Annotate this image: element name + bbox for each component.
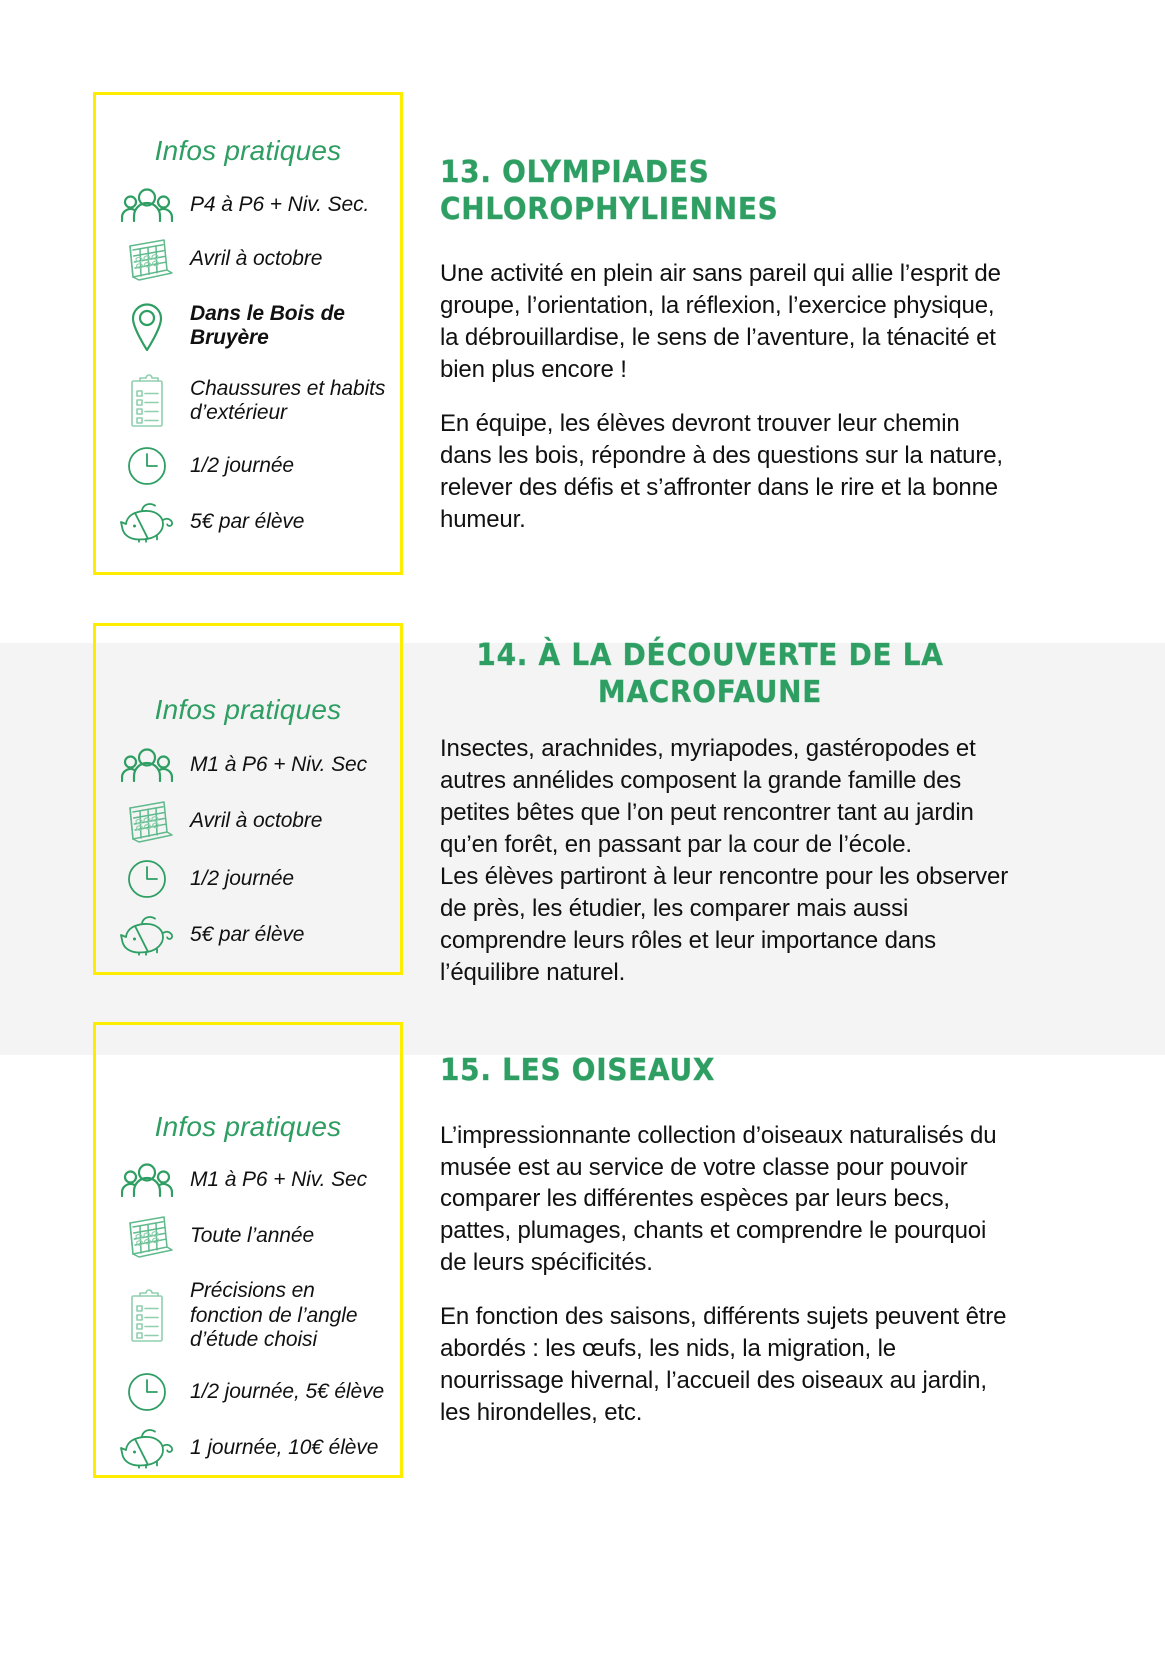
- article-15: [440, 1053, 1012, 1429]
- info-row-duration: [96, 443, 400, 489]
- clock-icon: [118, 1371, 176, 1413]
- info-row-text: Toute l’année: [190, 1223, 315, 1247]
- info-row-text: Avril à octobre: [190, 246, 323, 270]
- calendar-icon: [118, 1213, 176, 1259]
- article-body: [440, 258, 1012, 535]
- info-row-text: Avril à octobre: [190, 808, 323, 832]
- article-body: [440, 733, 1012, 988]
- info-card-title: Infos pratiques: [154, 694, 342, 725]
- info-row-audience: [96, 183, 400, 227]
- map-pin-icon: [118, 300, 176, 352]
- info-row-text: Chaussures et habits d’extérieur: [190, 376, 386, 424]
- info-row-price: [96, 912, 400, 958]
- info-row-text: M1 à P6 + Niv. Sec: [190, 752, 367, 776]
- info-row-duration: [96, 856, 400, 902]
- info-row-duration: [96, 1369, 400, 1415]
- calendar-icon: [118, 798, 176, 844]
- clock-icon: [118, 858, 176, 900]
- article-body: [440, 1120, 1012, 1429]
- article-paragraph: Une activité en plein air sans pareil qui allie l’esprit de groupe, l’orientation, la réflexion, l’exercice physique, la débrouillardise, le sens de l’aventure, la ténacité et bien plus encore !: [440, 260, 1001, 383]
- info-card-14: [93, 623, 403, 975]
- info-row-text: P4 à P6 + Niv. Sec.: [190, 192, 370, 216]
- info-card-title: Infos pratiques: [154, 135, 342, 166]
- piggy-bank-icon: [118, 914, 176, 956]
- info-row-period: [96, 796, 400, 846]
- clipboard-icon: [118, 374, 176, 428]
- article-paragraph: Insectes, arachnides, myriapodes, gastéropodes et autres annélides composent la grande famille des petites bêtes que l’on peut rencontrer tant au jardin qu’en forêt, en passant par la cour de l’école.: [440, 735, 976, 858]
- info-row-audience: [96, 1157, 400, 1203]
- piggy-bank-icon: [118, 1427, 176, 1469]
- article-14: [440, 638, 1012, 988]
- people-icon: [118, 188, 176, 222]
- article-paragraph: L’impressionnante collection d’oiseaux naturalisés du musée est au service de votre classe pour pouvoir comparer les différentes espèces par leurs becs, pattes, plumages, chants et comprendre le pourquoi de leurs spécificités.: [440, 1121, 997, 1277]
- info-row-text: 1/2 journée: [190, 866, 294, 890]
- clipboard-icon: [118, 1289, 176, 1343]
- article-title: 15. LES OISEAUX: [440, 1053, 716, 1088]
- info-row-price: [96, 499, 400, 545]
- section-15: [0, 1055, 1165, 1654]
- article-13: [440, 155, 1012, 535]
- section-14: [0, 638, 1165, 1055]
- article-title: 14. À LA DÉCOUVERTE DE LA MACROFAUNE: [476, 638, 944, 710]
- info-row-audience: [96, 742, 400, 788]
- info-row-text: 1/2 journée: [190, 453, 294, 477]
- clock-icon: [118, 445, 176, 487]
- info-row-details: [96, 1273, 400, 1359]
- piggy-bank-icon: [118, 501, 176, 543]
- info-card-15: [93, 1022, 403, 1478]
- article-paragraph: En fonction des saisons, différents sujets peuvent être abordés : les œufs, les nids, la migration, le nourrissage hivernal, l’accueil des oiseaux au jardin, les hirondelles, etc.: [440, 1303, 1007, 1426]
- info-row-text: M1 à P6 + Niv. Sec: [190, 1167, 367, 1191]
- info-row-text: 5€ par élève: [190, 922, 305, 946]
- people-icon: [118, 1163, 176, 1197]
- calendar-icon: [118, 236, 176, 282]
- info-row-text: Dans le Bois de Bruyère: [190, 301, 345, 349]
- info-card-title: Infos pratiques: [154, 1111, 342, 1142]
- section-13: [0, 0, 1165, 643]
- info-row-price: [96, 1425, 400, 1471]
- article-paragraph: En équipe, les élèves devront trouver leur chemin dans les bois, répondre à des questions sur la nature, relever des défis et s’affronter dans le rire et la bonne humeur.: [440, 409, 1003, 533]
- info-row-text: 1/2 journée, 5€ élève: [190, 1379, 385, 1403]
- info-card-13: [93, 92, 403, 575]
- info-row-period: [96, 1211, 400, 1261]
- info-row-text: Précisions en fonction de l’angle d’étude choisi: [190, 1279, 358, 1352]
- article-title: 13. OLYMPIADES CHLOROPHYLIENNES: [440, 155, 779, 227]
- info-row-text: 5€ par élève: [190, 509, 305, 533]
- info-row-equipment: [96, 371, 400, 431]
- info-row-period: [96, 235, 400, 283]
- info-row-location: [96, 295, 400, 357]
- article-paragraph: Les élèves partiront à leur rencontre pour les observer de près, les étudier, les comparer mais aussi comprendre leurs rôles et leur importance dans l’équilibre naturel.: [440, 862, 1009, 986]
- people-icon: [118, 748, 176, 782]
- info-row-text: 1 journée, 10€ élève: [190, 1435, 379, 1459]
